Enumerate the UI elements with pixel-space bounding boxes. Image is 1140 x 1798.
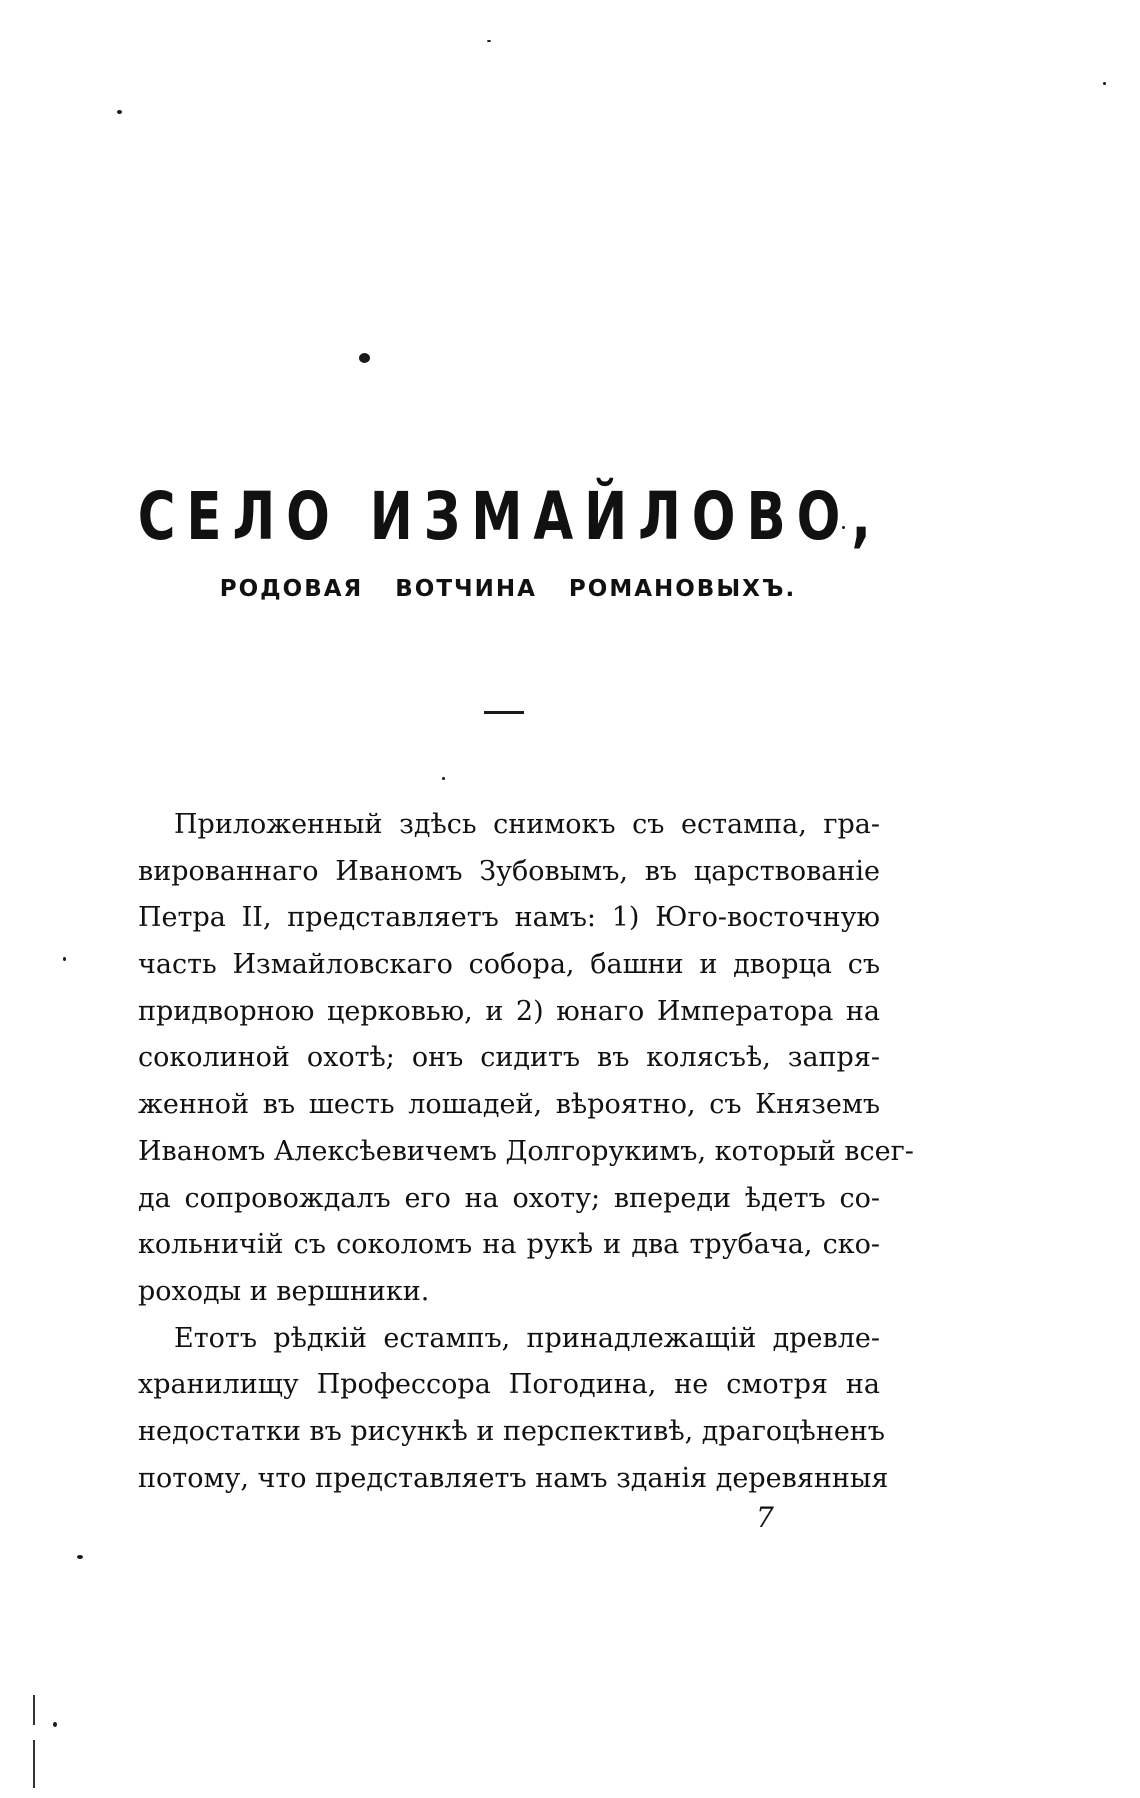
text-line: недостатки въ рисункѣ и перспективѣ, драгоцѣненъ bbox=[138, 1415, 885, 1447]
ink-speck bbox=[1103, 82, 1106, 85]
text-line: соколиной охотѣ; онъ сидитъ въ колясъѣ, запря- bbox=[138, 1042, 880, 1074]
page-number: 7 bbox=[756, 1501, 774, 1534]
paragraph bbox=[138, 802, 914, 1316]
ink-speck bbox=[117, 110, 122, 114]
text-line: кольничій съ соколомъ на рукѣ и два трубача, ско- bbox=[138, 1229, 880, 1261]
margin-mark bbox=[33, 1695, 35, 1725]
ink-speck bbox=[359, 353, 370, 363]
text-line: да сопровождалъ его на охоту; впереди ѣдетъ со- bbox=[138, 1182, 880, 1214]
ink-speck bbox=[487, 40, 491, 42]
text-line: Иваномъ Алексѣевичемъ Долгорукимъ, который всег- bbox=[138, 1135, 914, 1167]
text-line: роходы и вершники. bbox=[138, 1275, 430, 1307]
text-line: Етотъ рѣдкій естампъ, принадлежащій древле- bbox=[174, 1322, 880, 1354]
ink-speck bbox=[63, 957, 66, 961]
title-separator-rule bbox=[484, 711, 524, 714]
text-line: женной въ шесть лошадей, вѣроятно, съ Княземъ bbox=[138, 1089, 880, 1121]
paragraph bbox=[138, 1316, 889, 1503]
text-line: вированнаго Иваномъ Зубовымъ, въ царствованіе bbox=[138, 855, 880, 887]
text-line: Приложенный здѣсь снимокъ съ естампа, гра- bbox=[174, 809, 880, 840]
text-line: Петра II, представляетъ намъ: 1) Юго-восточную bbox=[138, 902, 880, 934]
margin-mark bbox=[33, 1740, 35, 1788]
ink-speck bbox=[77, 1555, 83, 1559]
chapter-subtitle: РОДОВАЯ ВОТЧИНА РОМАНОВЫХЪ. bbox=[219, 576, 797, 602]
ink-speck bbox=[53, 1722, 57, 1727]
body-text bbox=[138, 802, 914, 1502]
text-line: потому, что представляетъ намъ зданія деревянныя bbox=[138, 1462, 889, 1494]
chapter-title: СЕЛО ИЗМАЙЛОВО, bbox=[137, 478, 882, 556]
text-line: придворною церковью, и 2) юнаго Императора на bbox=[138, 995, 880, 1027]
text-line: часть Измайловскаго собора, башни и дворца съ bbox=[138, 949, 880, 981]
text-line: хранилищу Профессора Погодина, не смотря на bbox=[138, 1369, 880, 1401]
ink-speck bbox=[442, 777, 445, 780]
